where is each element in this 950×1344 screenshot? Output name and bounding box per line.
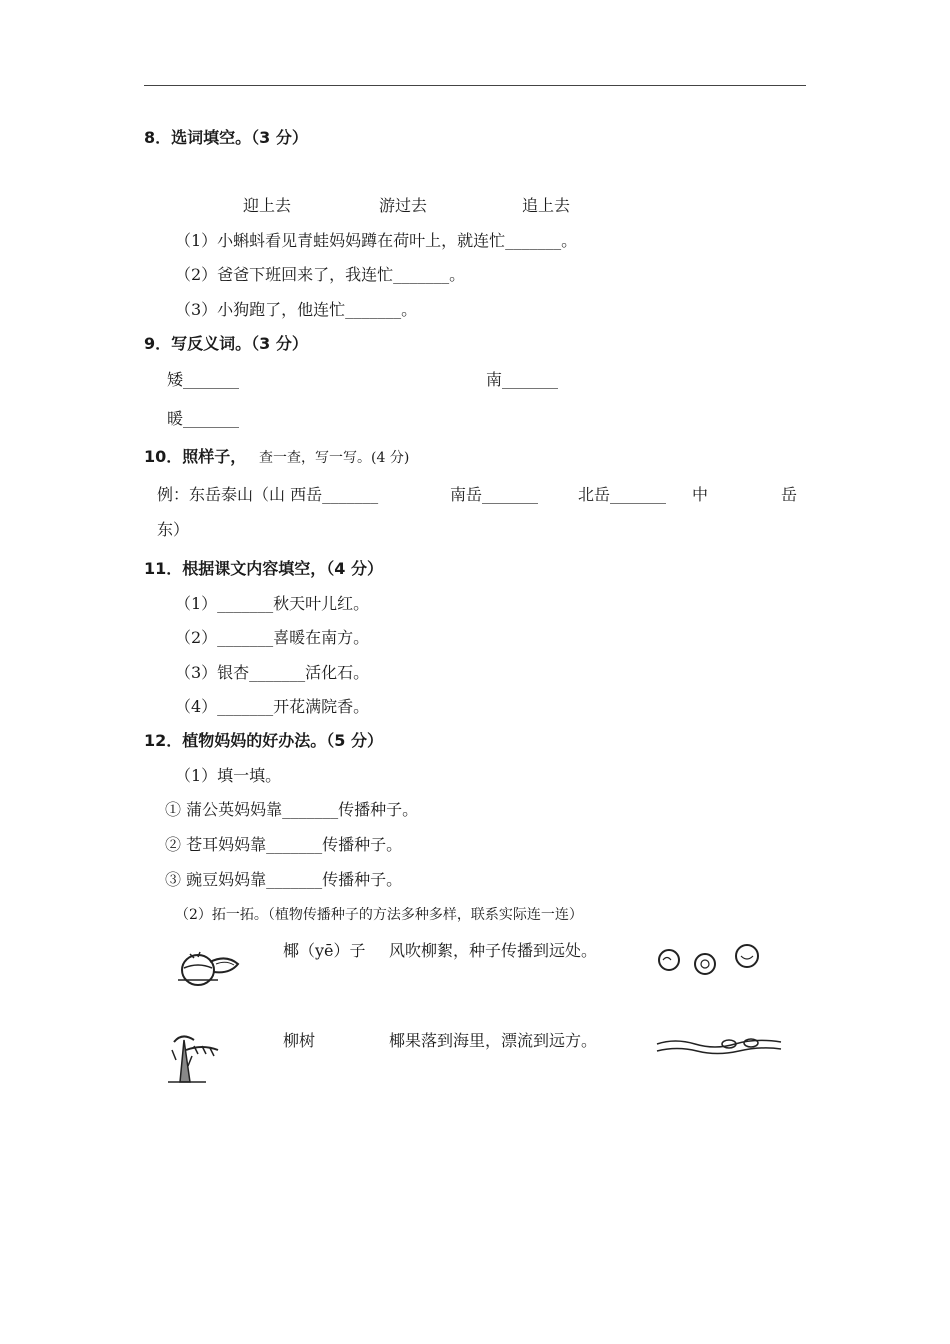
q11-item-2: （2）_______喜暖在南方。 bbox=[175, 628, 370, 647]
q11-item-3: （3）银杏_______活化石。 bbox=[175, 663, 370, 682]
q12-title: 12．植物妈妈的好办法。（5 分） bbox=[144, 731, 383, 750]
q10-title-rest: 查一查，写一写。(4 分) bbox=[259, 450, 410, 466]
q12-fill-3: ③ 豌豆妈妈靠_______传播种子。 bbox=[165, 870, 403, 889]
q11-title: 11．根据课文内容填空，（4 分） bbox=[144, 559, 383, 578]
willow-catkin-illustration bbox=[655, 940, 767, 980]
q8-title: 8．选词填空。（3 分） bbox=[144, 128, 308, 147]
q9-item-2: 南_______ bbox=[486, 370, 559, 389]
q11-item-1: （1）_______秋天叶儿红。 bbox=[175, 594, 370, 613]
coconut-illustration bbox=[170, 940, 242, 992]
q8-option-3: 追上去 bbox=[522, 196, 571, 215]
q12-fill-2: ② 苍耳妈妈靠_______传播种子。 bbox=[165, 835, 403, 854]
q12-sub1: （1）填一填。 bbox=[175, 766, 282, 785]
q9-item-3: 暖_______ bbox=[167, 409, 240, 428]
q9-item-1: 矮_______ bbox=[167, 370, 240, 389]
q9-title: 9．写反义词。（3 分） bbox=[144, 334, 308, 353]
willow-tree-illustration bbox=[166, 1030, 230, 1085]
q8-option-2: 游过去 bbox=[379, 196, 428, 215]
q10-title: 10．照样子， bbox=[144, 447, 247, 466]
q10-example-part-2: 南岳_______ bbox=[450, 485, 539, 504]
q10-example-line-2: 东） bbox=[157, 520, 190, 539]
match-right-2: 椰果落到海里，漂流到远方。 bbox=[389, 1031, 598, 1050]
q12-fill-1: ① 蒲公英妈妈靠_______传播种子。 bbox=[165, 800, 419, 819]
q11-item-4: （4）_______开花满院香。 bbox=[175, 697, 370, 716]
match-right-1: 风吹柳絮，种子传播到远处。 bbox=[389, 941, 598, 960]
q10-example-part-3: 北岳_______ bbox=[578, 485, 667, 504]
q8-option-1: 迎上去 bbox=[243, 196, 292, 215]
q8-item-3: （3）小狗跑了，他连忙_______。 bbox=[175, 300, 418, 319]
q8-item-1: （1）小蝌蚪看见青蛙妈妈蹲在荷叶上，就连忙_______。 bbox=[175, 231, 578, 250]
match-left-2: 柳树 bbox=[283, 1031, 316, 1050]
q8-item-2: （2）爸爸下班回来了，我连忙_______。 bbox=[175, 265, 466, 284]
header-rule bbox=[144, 85, 806, 86]
q10-example-part-1: 例：东岳泰山（山 西岳_______ bbox=[157, 485, 379, 504]
q12-sub2: （2）拓一拓。（植物传播种子的方法多种多样，联系实际连一连） bbox=[175, 907, 583, 923]
sea-drifting-coconut-illustration bbox=[655, 1034, 785, 1058]
q10-example-part-4: 中 bbox=[692, 485, 709, 504]
match-left-1: 椰（yē）子 bbox=[283, 941, 366, 960]
q10-example-part-5: 岳 bbox=[781, 485, 798, 504]
